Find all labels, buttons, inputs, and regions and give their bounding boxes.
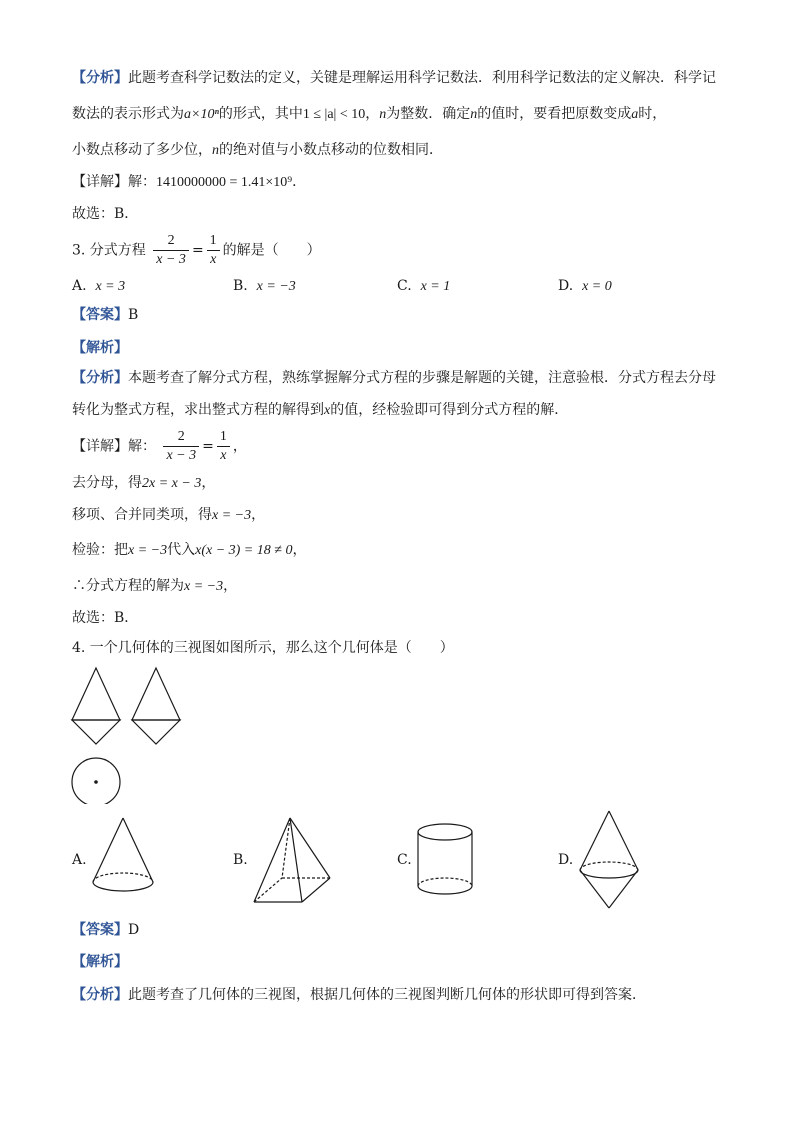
equals-sign: = bbox=[191, 242, 204, 259]
q3-analysis-line2 bbox=[72, 400, 568, 421]
detail-tag: 【详解】 bbox=[72, 174, 128, 190]
math-expr: 2x = x − 3 bbox=[142, 476, 202, 491]
q4-option-d-label[interactable]: D. bbox=[558, 852, 574, 868]
jiexi-tag: 【解析】 bbox=[72, 954, 128, 970]
text: ， bbox=[292, 542, 307, 558]
fraction bbox=[163, 428, 199, 465]
text: 解： bbox=[128, 438, 156, 455]
q3-result bbox=[72, 576, 237, 597]
q3-option-d[interactable] bbox=[558, 276, 612, 297]
option-expr: x = 1 bbox=[420, 279, 451, 294]
text: 3. 分式方程 bbox=[72, 242, 146, 259]
text: 的形式，其中 bbox=[218, 106, 303, 122]
q3-jiexi bbox=[72, 338, 128, 358]
q3-check bbox=[72, 540, 306, 561]
option-label: A. bbox=[72, 278, 87, 294]
math-var: n bbox=[379, 107, 387, 122]
math-var: a bbox=[631, 107, 639, 122]
front-view bbox=[72, 668, 120, 744]
analysis-text: 此题考查科学记数法的定义，关键是理解运用科学记数法．利用科学记数法的定义解决．科学记 bbox=[128, 70, 716, 86]
text: 小数点移动了多少位， bbox=[72, 142, 212, 158]
math-condition: 1 ≤ |a| < 10 bbox=[302, 107, 366, 122]
denominator: x − 3 bbox=[166, 448, 197, 463]
q4-option-c-label[interactable]: C. bbox=[397, 852, 412, 868]
q3-option-a[interactable] bbox=[72, 276, 125, 297]
math-var: n bbox=[212, 143, 219, 158]
q3-step1 bbox=[72, 473, 215, 494]
option-expr: x = 3 bbox=[95, 279, 126, 294]
numerator: 2 bbox=[153, 232, 189, 251]
math-var: n bbox=[470, 107, 478, 122]
q3-stem bbox=[72, 232, 321, 269]
text: ． bbox=[292, 174, 307, 190]
text: ， bbox=[365, 106, 380, 122]
pyramid-icon[interactable] bbox=[250, 814, 334, 906]
option-label: C. bbox=[397, 278, 412, 294]
q4-answer bbox=[72, 920, 139, 940]
text: 的绝对值与小数点移动的位数相同． bbox=[219, 142, 443, 158]
text: 去分母，得 bbox=[72, 475, 142, 491]
option-label: B. bbox=[233, 278, 248, 294]
cylinder-icon[interactable] bbox=[414, 822, 476, 898]
q3-choose: 故选：B． bbox=[72, 610, 139, 626]
q3-option-b[interactable] bbox=[233, 276, 296, 297]
text: 数法的表示形式为 bbox=[72, 106, 184, 122]
side-view bbox=[132, 668, 180, 744]
q3-analysis-line1 bbox=[72, 368, 716, 388]
answer-tag: 【答案】 bbox=[72, 922, 128, 938]
text: ， bbox=[201, 475, 216, 491]
q3-answer bbox=[72, 305, 138, 325]
analysis-tag: 【分析】 bbox=[72, 987, 128, 1003]
option-label: D. bbox=[558, 278, 574, 294]
q4-option-a-label[interactable]: A. bbox=[72, 852, 87, 868]
analysis-tag: 【分析】 bbox=[72, 370, 128, 386]
q3-step2 bbox=[72, 505, 265, 526]
text: 的值，经检验即可得到分式方程的解． bbox=[330, 402, 569, 418]
q4-stem: 4. 一个几何体的三视图如图所示，那么这个几何体是（ ） bbox=[72, 640, 454, 656]
text: 移项、合并同类项，得 bbox=[72, 507, 212, 523]
math-expr: 1410000000 = 1.41×10⁹ bbox=[156, 175, 293, 190]
answer-value: B bbox=[128, 307, 139, 323]
text: 的值时，要看把原数变成 bbox=[477, 106, 632, 122]
q3-detail bbox=[72, 428, 247, 465]
fraction bbox=[217, 428, 230, 465]
q2-detail bbox=[72, 172, 306, 193]
q3-option-c[interactable] bbox=[397, 276, 450, 297]
text: 转化为整式方程，求出整式方程的解得到 bbox=[72, 402, 324, 418]
answer-value: D bbox=[128, 922, 140, 938]
denominator: x − 3 bbox=[156, 252, 186, 267]
q2-analysis-line3 bbox=[72, 140, 443, 161]
denominator: x bbox=[220, 448, 227, 463]
text: 代入 bbox=[167, 542, 196, 558]
q2-analysis-line2 bbox=[72, 104, 666, 125]
detail-tag: 【详解】 bbox=[72, 438, 128, 455]
math-expr: x(x − 3) = 18 ≠ 0 bbox=[195, 543, 293, 558]
denominator: x bbox=[210, 252, 217, 267]
text: ， bbox=[232, 438, 247, 455]
text: 时， bbox=[638, 106, 667, 122]
math-expr: x = −3 bbox=[184, 579, 224, 594]
analysis-text: 此题考查了几何体的三视图，根据几何体的三视图判断几何体的形状即可得到答案． bbox=[128, 987, 646, 1003]
q4-analysis bbox=[72, 985, 646, 1005]
cone-icon[interactable] bbox=[88, 816, 158, 898]
text: 检验：把 bbox=[72, 542, 128, 558]
q2-analysis-line1 bbox=[72, 68, 716, 88]
math-expr: x = −3 bbox=[212, 508, 252, 523]
equals-sign: = bbox=[202, 438, 214, 455]
option-expr: x = 0 bbox=[582, 279, 612, 294]
answer-tag: 【答案】 bbox=[72, 307, 128, 323]
fraction bbox=[207, 232, 220, 269]
text: ∴分式方程的解为 bbox=[72, 578, 184, 594]
numerator: 1 bbox=[217, 428, 230, 447]
math-expr: a×10ⁿ bbox=[184, 107, 219, 122]
text: 为整数．确定 bbox=[386, 106, 471, 122]
analysis-text: 本题考查了解分式方程，熟练掌握解分式方程的步骤是解题的关键，注意验根．分式方程去分母 bbox=[128, 370, 716, 386]
text: 的解是（ ） bbox=[222, 242, 321, 259]
analysis-tag: 【分析】 bbox=[72, 70, 128, 86]
text: ， bbox=[251, 507, 266, 523]
three-views-figure bbox=[68, 664, 188, 804]
math-var: x bbox=[324, 403, 331, 418]
option-expr: x = −3 bbox=[256, 279, 296, 294]
numerator: 2 bbox=[163, 428, 199, 447]
top-view bbox=[72, 758, 120, 804]
text: 解： bbox=[128, 174, 156, 190]
q4-jiexi bbox=[72, 952, 128, 972]
text: ， bbox=[223, 578, 238, 594]
q2-choose: 故选：B． bbox=[72, 206, 139, 222]
math-expr: x = −3 bbox=[128, 543, 168, 558]
fraction bbox=[153, 232, 189, 269]
numerator: 1 bbox=[207, 232, 220, 251]
double-cone-icon[interactable] bbox=[576, 808, 642, 912]
jiexi-tag: 【解析】 bbox=[72, 340, 128, 356]
q4-option-b-label[interactable]: B. bbox=[233, 852, 248, 868]
